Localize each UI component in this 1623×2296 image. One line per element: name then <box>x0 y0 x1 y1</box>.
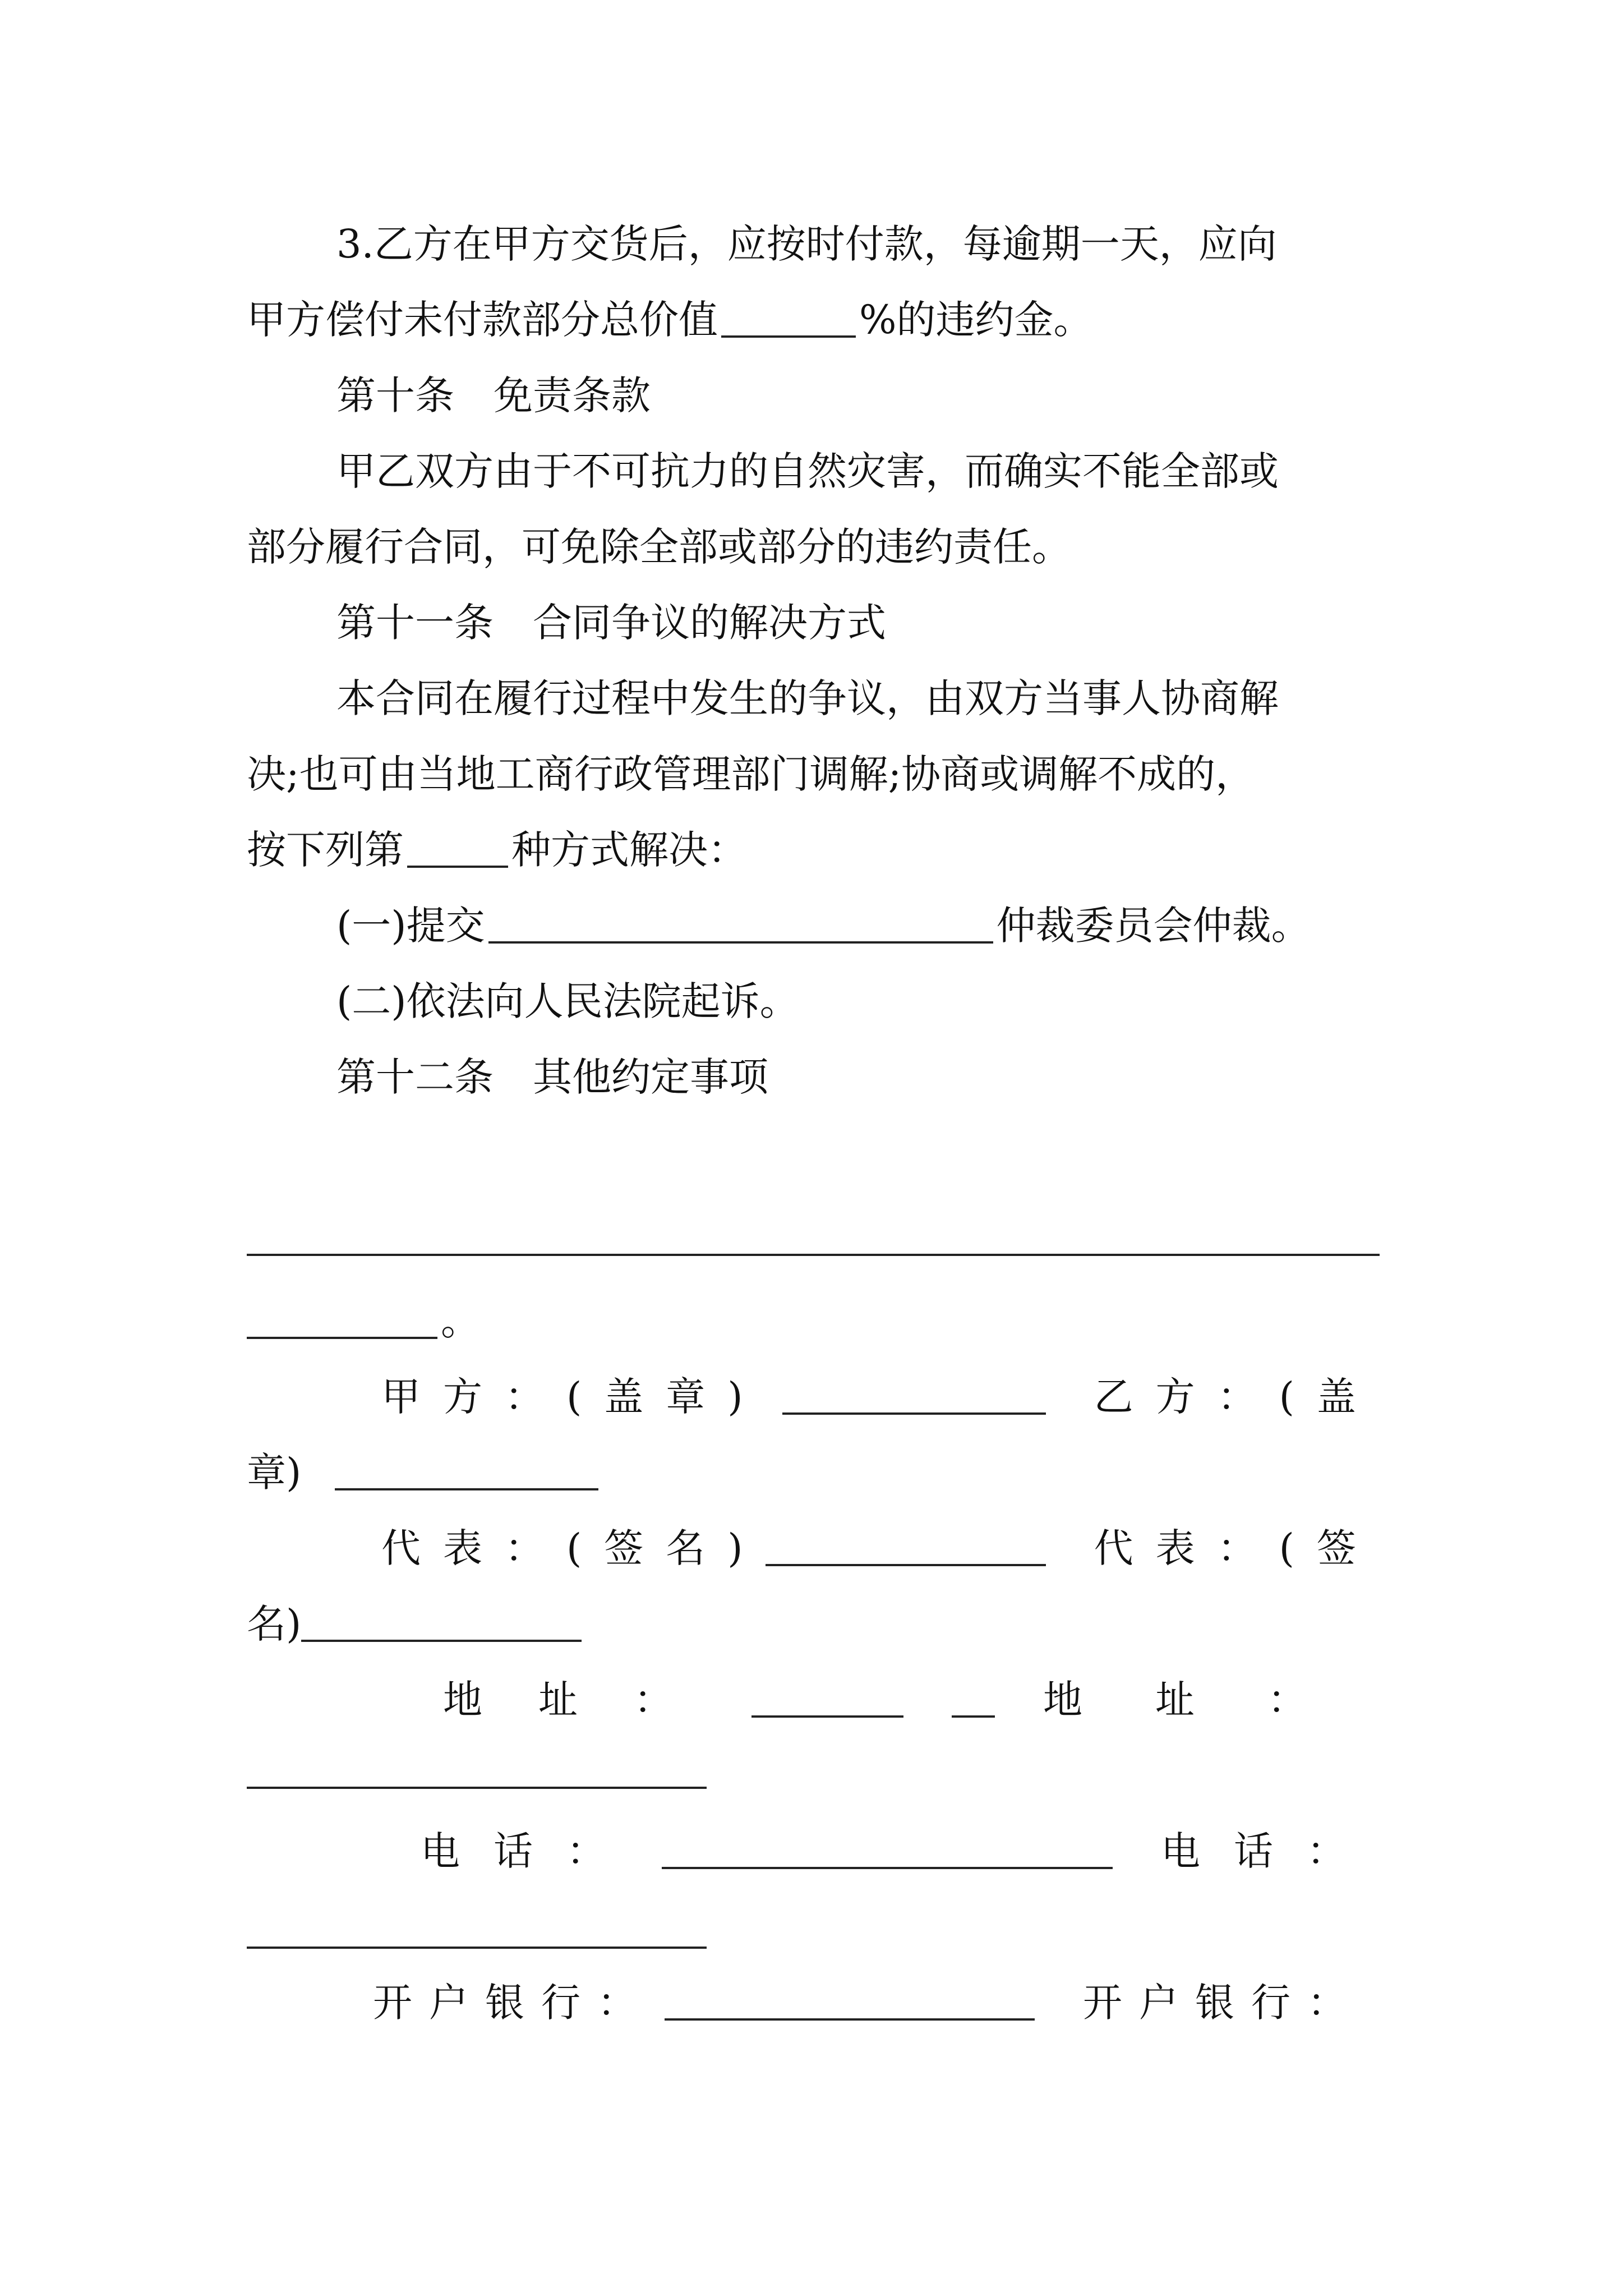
clause3-line2 <box>247 295 1402 345</box>
art11-option1-text: (一)提交 <box>336 903 485 949</box>
art12-heading-text: 第十二条 其他约定事项 <box>336 1054 768 1100</box>
blank-other-matters-end <box>247 1303 437 1339</box>
art11-line3-text: 按下列第 <box>247 827 404 873</box>
art11-line3-tail: 种方式解决： <box>511 827 747 873</box>
art10-line2-text: 部分履行合同，可免除全部或部分的违约责任。 <box>247 524 1071 570</box>
art11-line2-text: 决;也可由当地工商行政管理部门调解;协商或调解不成的， <box>247 751 1255 797</box>
clause3-line2-tail: %的违约金。 <box>859 297 1093 343</box>
clause3-line2-text: 甲方偿付未付款部分总价值 <box>247 297 718 343</box>
phone-a-label: 电话： <box>421 1828 639 1874</box>
blank-method-number <box>407 832 508 868</box>
bank-a-label: 开户银行： <box>373 1980 653 2026</box>
art12-heading <box>336 1052 1402 1102</box>
art11-option1-tail: 仲裁委员会仲裁。 <box>996 903 1311 949</box>
art11-heading-text: 第十一条 合同争议的解决方式 <box>336 600 886 646</box>
blank-phone-b <box>247 1947 707 1949</box>
rep-a-label: 代表：(签名) <box>381 1525 766 1571</box>
blank-bank-a <box>665 1985 1035 2021</box>
art12-end-period: 。 <box>441 1298 480 1344</box>
art11-heading <box>336 597 1402 648</box>
blank-penalty-percent <box>721 302 856 338</box>
blank-phone-a <box>662 1833 1113 1869</box>
party-b-seal-label: 乙方：(盖 <box>1094 1374 1378 1420</box>
art11-option1 <box>336 900 1402 951</box>
blank-address-a-2 <box>952 1682 995 1718</box>
art11-option2-text: (二)依法向人民法院起诉。 <box>336 978 799 1024</box>
party-b-seal-label-cont: 章) <box>247 1450 302 1496</box>
art11-line2 <box>247 749 1402 799</box>
address-row <box>443 1674 1380 1725</box>
art10-line1 <box>336 446 1402 496</box>
clause3-line1-text: 3.乙方在甲方交货后，应按时付款，每逾期一天，应向 <box>336 221 1277 267</box>
art10-heading <box>336 370 1402 421</box>
bank-row <box>373 1977 1380 2028</box>
art11-line1-text: 本合同在履行过程中发生的争议，由双方当事人协商解 <box>336 675 1279 721</box>
blank-rep-a <box>766 1530 1046 1566</box>
blank-rep-b <box>301 1606 582 1642</box>
phone-b-label: 电话： <box>1161 1828 1380 1874</box>
clause3-line1 <box>336 219 1402 269</box>
art11-line1 <box>336 673 1402 724</box>
art12-end-line <box>247 1296 1402 1346</box>
blank-other-matters-line <box>247 1254 1380 1256</box>
party-a-seal-label: 甲方：(盖章) <box>381 1374 766 1420</box>
blank-address-a <box>751 1682 903 1718</box>
rep-row-cont <box>247 1599 1402 1649</box>
art10-line1-text: 甲乙双方由于不可抗力的自然灾害，而确实不能全部或 <box>336 448 1279 494</box>
art10-line2 <box>247 522 1402 572</box>
address-a-label: 地址： <box>443 1677 729 1723</box>
art10-heading-text: 第十条 免责条款 <box>336 372 651 418</box>
blank-arbitration-commission <box>488 908 993 944</box>
blank-address-b <box>247 1787 707 1789</box>
seal-row-cont <box>247 1447 1402 1498</box>
blank-party-a-seal <box>782 1379 1046 1415</box>
bank-b-label: 开户银行： <box>1083 1980 1363 2026</box>
rep-row <box>381 1523 1380 1573</box>
art11-line3 <box>247 825 1402 875</box>
phone-row <box>421 1826 1380 1876</box>
address-b-label: 地址： <box>1043 1677 1380 1723</box>
rep-b-label: 代表：(签 <box>1094 1525 1378 1571</box>
rep-b-label-cont: 名) <box>247 1601 302 1647</box>
art11-option2 <box>336 976 1402 1027</box>
blank-party-b-seal <box>335 1455 598 1490</box>
seal-row <box>381 1372 1380 1422</box>
